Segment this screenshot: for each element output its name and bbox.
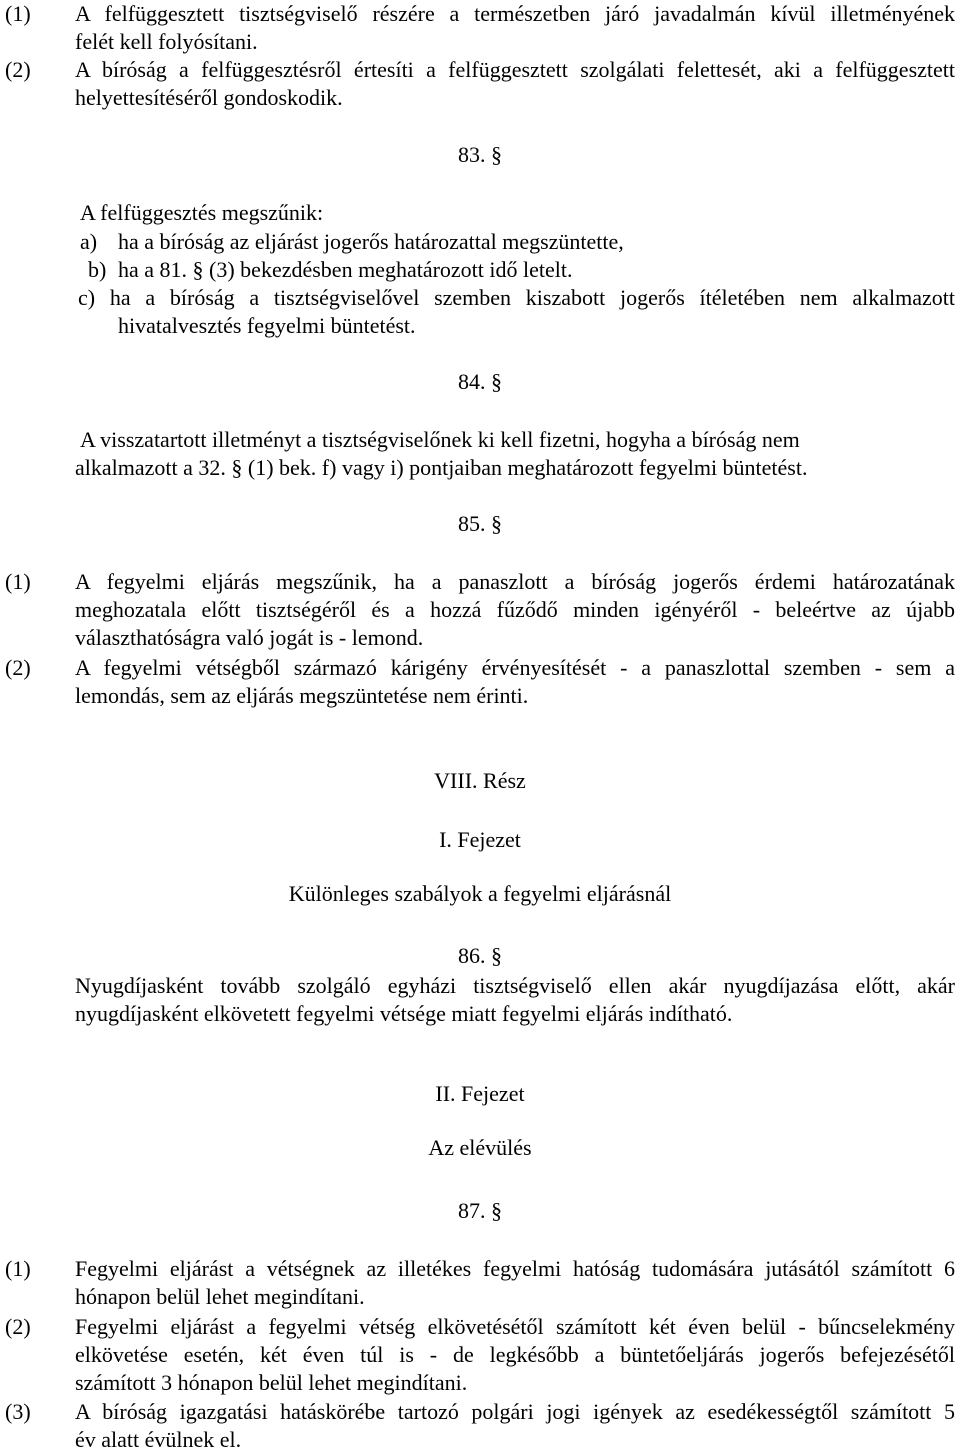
paragraph-line: helyettesítéséről gondoskodik. — [75, 85, 343, 110]
paragraph-number: (1) — [5, 1, 31, 26]
paragraph-2 — [0, 1313, 960, 1397]
paragraph-number: (2) — [5, 1314, 31, 1339]
paragraph-1 — [0, 1255, 960, 1311]
paragraph-line: A visszatartott illetményt a tisztségviselőnek ki kell fizetni, hogyha a bíróság nem — [80, 427, 800, 452]
paragraph-line: A fegyelmi eljárás megszűnik, ha a panaszlott a bíróság jogerős érdemi határozatának — [75, 569, 955, 594]
paragraph-number: (1) — [5, 569, 31, 594]
list-item-a — [0, 228, 960, 256]
paragraph-line: alkalmazott a 32. § (1) bek. f) vagy i) pontjaiban meghatározott fegyelmi büntetést. — [75, 455, 808, 480]
paragraph-line: elkövetése esetén, két éven túl is - de legkésőbb a büntetőeljárás jogerős befejezésétől — [75, 1342, 955, 1367]
chapter-title: I. Fejezet — [439, 827, 521, 852]
chapter-title: II. Fejezet — [435, 1081, 525, 1106]
paragraph-line: számított 3 hónapon belül lehet megindítani. — [75, 1370, 468, 1395]
paragraph-line: meghozatala előtt tisztségéről és a hozzá fűződő minden igényéről - beleértve az újabb — [75, 597, 955, 622]
paragraph-line: A felfüggesztett tisztségviselő részére a természetben járó javadalmán kívül illetményének — [75, 1, 955, 26]
paragraph-line: Fegyelmi eljárást a vétségnek az illetékes fegyelmi hatóság tudomására jutásától számított 6 — [75, 1256, 955, 1281]
paragraph-1 — [0, 568, 960, 652]
part-8 — [0, 767, 960, 1454]
paragraph-2 — [0, 654, 960, 710]
chapter-1 — [0, 826, 960, 1028]
paragraph-number: (1) — [5, 1256, 31, 1281]
section-heading: 83. § — [458, 142, 502, 167]
list-item-line: hivatalvesztés fegyelmi büntetést. — [118, 313, 416, 338]
section-intro: A felfüggesztés megszűnik: — [80, 200, 324, 225]
paragraph-line: választhatóságra való jogát is - lemond. — [75, 625, 424, 650]
list-item-line: ha a 81. § (3) bekezdésben meghatározott idő letelt. — [118, 257, 573, 282]
list-item-label: b) — [88, 257, 107, 282]
list-item-line: ha a bíróság a tisztségviselővel szemben kiszabott jogerős ítéletében nem alkalmazott — [109, 285, 956, 310]
paragraph-line: Fegyelmi eljárást a fegyelmi vétség elkövetésétől számított két éven belül - bűncselekmény — [75, 1314, 955, 1339]
paragraph-line: nyugdíjasként elkövetett fegyelmi vétsége miatt fegyelmi eljárás indítható. — [75, 1001, 733, 1026]
list-item-c — [0, 284, 960, 340]
paragraph-line: év alatt évülnek el. — [75, 1427, 242, 1452]
section-heading: 87. § — [458, 1198, 502, 1223]
chapter-2 — [0, 1080, 960, 1454]
chapter-subtitle: Különleges szabályok a fegyelmi eljárásnál — [288, 881, 672, 906]
section-heading: 84. § — [458, 369, 502, 394]
paragraph-number: (2) — [5, 57, 31, 82]
paragraph-line: lemondás, sem az eljárás megszüntetése nem érinti. — [75, 683, 529, 708]
section-82-continuation — [0, 0, 960, 112]
paragraph-line: hónapon belül lehet megindítani. — [75, 1284, 365, 1309]
paragraph-number: (2) — [5, 655, 31, 680]
list-item-label: c) — [78, 285, 96, 310]
section-85 — [0, 510, 960, 710]
section-heading: 85. § — [458, 511, 502, 536]
list-item-b — [0, 256, 960, 284]
paragraph-number: (3) — [5, 1399, 31, 1424]
part-title: VIII. Rész — [434, 768, 526, 793]
paragraph-1 — [0, 0, 960, 56]
paragraph-3 — [0, 1398, 960, 1454]
section-84 — [0, 368, 960, 482]
paragraph-line: A bíróság igazgatási hatáskörébe tartozó polgári jogi igények az esedékességtől számított 5 — [75, 1399, 955, 1424]
list-item-first-line — [0, 284, 960, 312]
section-heading: 86. § — [458, 943, 502, 968]
section-83 — [0, 141, 960, 340]
chapter-subtitle: Az elévülés — [428, 1135, 532, 1160]
paragraph-2 — [0, 56, 960, 112]
paragraph-line: A bíróság a felfüggesztésről értesíti a felfüggesztett szolgálati felettesét, aki a felfüggesztett — [75, 57, 955, 82]
list-item-line: ha a bíróság az eljárást jogerős határozattal megszüntette, — [118, 229, 624, 254]
paragraph-line: A fegyelmi vétségből származó kárigény érvényesítését - a panaszlottal szemben - sem a — [75, 655, 955, 680]
paragraph-line: felét kell folyósítani. — [75, 29, 258, 54]
list-item-label: a) — [80, 229, 98, 254]
paragraph-line: Nyugdíjasként tovább szolgáló egyházi tisztségviselő ellen akár nyugdíjazása előtt, akár — [75, 973, 955, 998]
